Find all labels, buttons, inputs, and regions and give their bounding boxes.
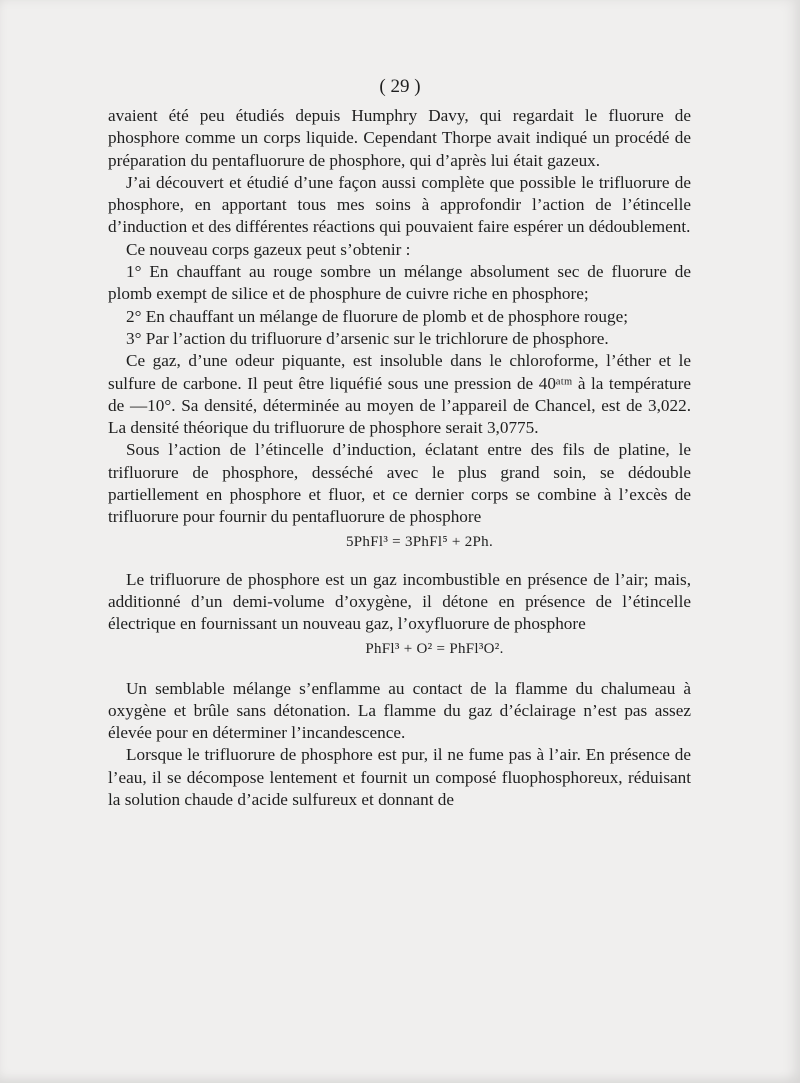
paragraph-trifluoride-discovery: J’ai découvert et étudié d’une façon aussi complète que possible le trifluorure de phosphore, en apportant tous mes soins à approfondir l’action de l’étincelle d’induction et des différentes réactions qui pouvaient faire espérer un dédoublement.	[108, 172, 691, 237]
spacer	[108, 664, 691, 678]
page-number: ( 29 )	[379, 76, 421, 97]
paragraph-preparation-intro: Ce nouveau corps gazeux peut s’obtenir :	[126, 239, 411, 259]
paragraph-blowpipe: Un semblable mélange s’enflamme au contact de la flamme du chalumeau à oxygène et brûle sans détonation. La flamme du gaz d’éclairage n’est pas assez élevée pour en déterminer l’incandescence.	[108, 678, 691, 743]
spacer	[108, 557, 691, 569]
formula-oxyfluoride: PhFl³ + O² = PhFl³O².	[365, 640, 504, 657]
body-text	[108, 105, 691, 811]
method-item-1: 1° En chauffant au rouge sombre un mélange absolument sec de fluorure de plomb exempt de silice et de phosphure de cuivre riche en phosphore;	[108, 262, 691, 304]
paragraph-combustion: Le trifluorure de phosphore est un gaz incombustible en présence de l’air; mais, additionné d’un demi-volume d’oxygène, il détone en présence de l’étincelle électrique en fournissant un nouveau gaz, l’oxyfluorure de phosphore	[108, 569, 691, 634]
method-item-2: 2° En chauffant un mélange de fluorure de plomb et de phosphore rouge;	[126, 306, 628, 326]
formula-decomposition: 5PhFl³ = 3PhFl⁵ + 2Ph.	[345, 533, 494, 550]
paragraph-properties: Ce gaz, d’une odeur piquante, est insoluble dans le chloroforme, l’éther et le sulfure de carbone. Il peut être liquéfié sous une pression de 40ᵃᵗᵐ à la température de —10°. Sa densité, déterminée au moyen de l’appareil de Chancel, est de 3,022. La densité théorique du trifluorure de phosphore serait 3,0775.	[108, 351, 691, 438]
paragraph-induction-spark: Sous l’action de l’étincelle d’induction, éclatant entre des fils de platine, le trifluorure de phosphore, desséché avec le plus grand soin, se dédouble partiellement en phosphore et fluor, et ce dernier corps se combine à l’excès de trifluorure pour fournir du pentafluorure de phosphore	[108, 440, 691, 527]
paragraph-water-reaction: Lorsque le trifluorure de phosphore est pur, il ne fume pas à l’air. En présence de l’eau, il se décompose lentement et fournit un composé fluophosphoreux, réduisant la solution chaude d’acide sulfureux et donnant de	[108, 745, 691, 810]
paragraph-continuation: avaient été peu étudiés depuis Humphry Davy, qui regardait le fluorure de phosphore comme un corps liquide. Cependant Thorpe avait indiqué un procédé de préparation du pentafluorure de phosphore, qui d’après lui était gazeux.	[108, 106, 691, 170]
method-item-3: 3° Par l’action du trifluorure d’arsenic sur le trichlorure de phosphore.	[126, 328, 609, 348]
